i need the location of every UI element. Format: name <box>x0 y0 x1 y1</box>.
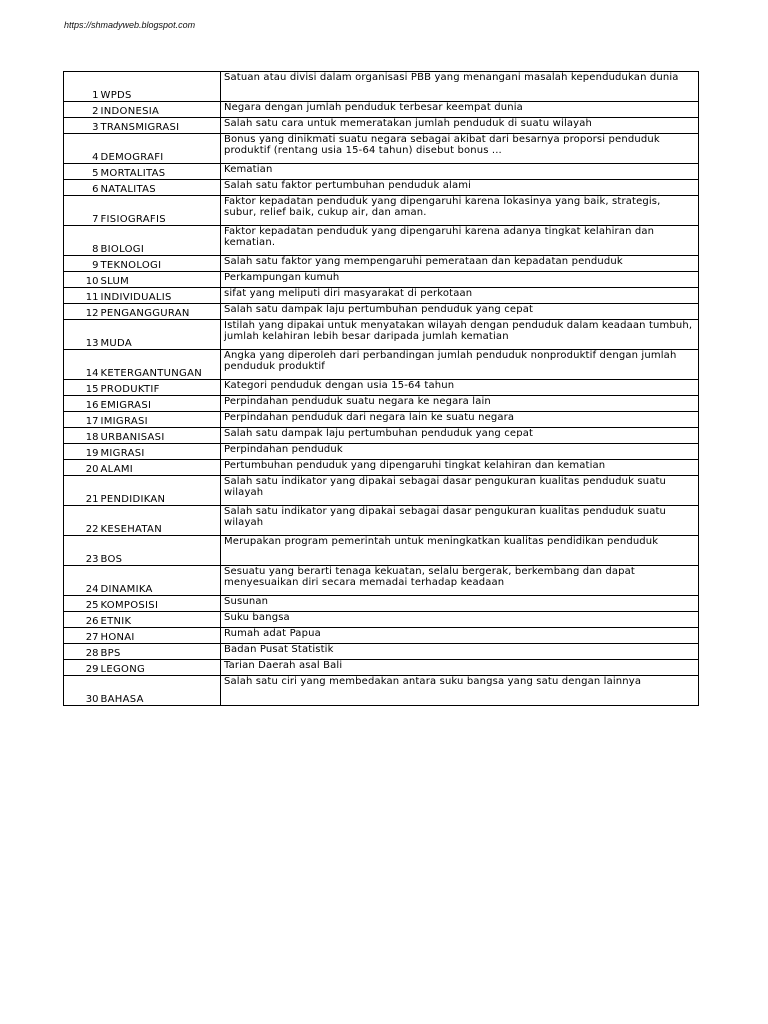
row-number: 28 <box>64 644 100 660</box>
row-number: 18 <box>64 428 100 444</box>
row-term: INDIVIDUALIS <box>100 288 221 304</box>
row-term: INDONESIA <box>100 102 221 118</box>
row-number: 3 <box>64 118 100 134</box>
row-description: Salah satu cara untuk memeratakan jumlah penduduk di suatu wilayah <box>221 118 699 134</box>
row-term: ALAMI <box>100 460 221 476</box>
row-number: 21 <box>64 476 100 506</box>
row-term: BIOLOGI <box>100 226 221 256</box>
row-number: 10 <box>64 272 100 288</box>
row-term: DINAMIKA <box>100 566 221 596</box>
row-number: 15 <box>64 380 100 396</box>
table-row <box>64 380 699 396</box>
table-row <box>64 506 699 536</box>
row-term: BAHASA <box>100 676 221 706</box>
row-number: 25 <box>64 596 100 612</box>
table-row <box>64 350 699 380</box>
table-row <box>64 612 699 628</box>
table-row <box>64 164 699 180</box>
row-term: LEGONG <box>100 660 221 676</box>
table-row <box>64 476 699 506</box>
table-row <box>64 304 699 320</box>
row-number: 26 <box>64 612 100 628</box>
row-description: Tarian Daerah asal Bali <box>221 660 699 676</box>
table-row <box>64 288 699 304</box>
row-description: Suku bangsa <box>221 612 699 628</box>
table-row <box>64 644 699 660</box>
row-term: MIGRASI <box>100 444 221 460</box>
row-term: MORTALITAS <box>100 164 221 180</box>
row-description: Salah satu dampak laju pertumbuhan penduduk yang cepat <box>221 428 699 444</box>
row-term: TEKNOLOGI <box>100 256 221 272</box>
table-row <box>64 72 699 102</box>
row-number: 13 <box>64 320 100 350</box>
row-term: WPDS <box>100 72 221 102</box>
row-description: Salah satu indikator yang dipakai sebagai dasar pengukuran kualitas penduduk suatu wilayah <box>221 476 699 506</box>
row-number: 29 <box>64 660 100 676</box>
row-description: Istilah yang dipakai untuk menyatakan wilayah dengan penduduk dalam keadaan tumbuh, jumlah kelahiran lebih besar daripada jumlah kematian <box>221 320 699 350</box>
row-number: 4 <box>64 134 100 164</box>
row-term: MUDA <box>100 320 221 350</box>
row-description: sifat yang meliputi diri masyarakat di perkotaan <box>221 288 699 304</box>
row-number: 24 <box>64 566 100 596</box>
table-row <box>64 460 699 476</box>
row-description: Rumah adat Papua <box>221 628 699 644</box>
table-row <box>64 566 699 596</box>
row-term: BPS <box>100 644 221 660</box>
row-description: Susunan <box>221 596 699 612</box>
row-term: KESEHATAN <box>100 506 221 536</box>
row-term: FISIOGRAFIS <box>100 196 221 226</box>
row-description: Salah satu faktor pertumbuhan penduduk alami <box>221 180 699 196</box>
row-description: Kategori penduduk dengan usia 15-64 tahun <box>221 380 699 396</box>
row-term: ETNIK <box>100 612 221 628</box>
table-row <box>64 396 699 412</box>
row-description: Angka yang diperoleh dari perbandingan jumlah penduduk nonproduktif dengan jumlah penduduk produktif <box>221 350 699 380</box>
table-row <box>64 536 699 566</box>
row-description: Salah satu faktor yang mempengaruhi pemerataan dan kepadatan penduduk <box>221 256 699 272</box>
row-number: 9 <box>64 256 100 272</box>
row-number: 23 <box>64 536 100 566</box>
table-row <box>64 320 699 350</box>
row-number: 14 <box>64 350 100 380</box>
row-term: IMIGRASI <box>100 412 221 428</box>
row-description: Salah satu ciri yang membedakan antara suku bangsa yang satu dengan lainnya <box>221 676 699 706</box>
row-description: Badan Pusat Statistik <box>221 644 699 660</box>
row-term: PENDIDIKAN <box>100 476 221 506</box>
row-term: PRODUKTIF <box>100 380 221 396</box>
row-number: 27 <box>64 628 100 644</box>
table-row <box>64 226 699 256</box>
table-row <box>64 628 699 644</box>
row-description: Salah satu indikator yang dipakai sebagai dasar pengukuran kualitas penduduk suatu wilayah <box>221 506 699 536</box>
table-row <box>64 118 699 134</box>
row-number: 8 <box>64 226 100 256</box>
glossary-table <box>63 71 699 706</box>
row-number: 20 <box>64 460 100 476</box>
row-description: Perpindahan penduduk suatu negara ke negara lain <box>221 396 699 412</box>
table-row <box>64 196 699 226</box>
row-number: 7 <box>64 196 100 226</box>
row-number: 11 <box>64 288 100 304</box>
row-description: Sesuatu yang berarti tenaga kekuatan, selalu bergerak, berkembang dan dapat menyesuaikan diri secara memadai terhadap keadaan <box>221 566 699 596</box>
row-description: Satuan atau divisi dalam organisasi PBB yang menangani masalah kependudukan dunia <box>221 72 699 102</box>
table-row <box>64 180 699 196</box>
row-description: Salah satu dampak laju pertumbuhan penduduk yang cepat <box>221 304 699 320</box>
table-row <box>64 134 699 164</box>
table-row <box>64 428 699 444</box>
row-description: Faktor kepadatan penduduk yang dipengaruhi karena adanya tingkat kelahiran dan kematian. <box>221 226 699 256</box>
row-term: TRANSMIGRASI <box>100 118 221 134</box>
row-term: KETERGANTUNGAN <box>100 350 221 380</box>
table-row <box>64 444 699 460</box>
row-term: NATALITAS <box>100 180 221 196</box>
row-number: 17 <box>64 412 100 428</box>
row-term: BOS <box>100 536 221 566</box>
row-description: Perkampungan kumuh <box>221 272 699 288</box>
row-number: 2 <box>64 102 100 118</box>
row-number: 6 <box>64 180 100 196</box>
row-number: 19 <box>64 444 100 460</box>
table-row <box>64 596 699 612</box>
table-row <box>64 412 699 428</box>
row-number: 5 <box>64 164 100 180</box>
row-term: HONAI <box>100 628 221 644</box>
table-row <box>64 256 699 272</box>
row-description: Faktor kepadatan penduduk yang dipengaruhi karena lokasinya yang baik, strategis, subur, relief baik, cukup air, dan aman. <box>221 196 699 226</box>
row-description: Perpindahan penduduk dari negara lain ke suatu negara <box>221 412 699 428</box>
row-description: Perpindahan penduduk <box>221 444 699 460</box>
row-description: Kematian <box>221 164 699 180</box>
header-url: https://shmadyweb.blogspot.com <box>64 20 196 30</box>
table-row <box>64 676 699 706</box>
row-number: 1 <box>64 72 100 102</box>
row-description: Pertumbuhan penduduk yang dipengaruhi tingkat kelahiran dan kematian <box>221 460 699 476</box>
table-row <box>64 102 699 118</box>
row-description: Bonus yang dinikmati suatu negara sebagai akibat dari besarnya proporsi penduduk produktif (rentang usia 15-64 tahun) disebut bonus ... <box>221 134 699 164</box>
table-row <box>64 272 699 288</box>
row-term: KOMPOSISI <box>100 596 221 612</box>
table-row <box>64 660 699 676</box>
row-description: Merupakan program pemerintah untuk meningkatkan kualitas pendidikan penduduk <box>221 536 699 566</box>
row-term: URBANISASI <box>100 428 221 444</box>
row-term: EMIGRASI <box>100 396 221 412</box>
row-description: Negara dengan jumlah penduduk terbesar keempat dunia <box>221 102 699 118</box>
row-term: PENGANGGURAN <box>100 304 221 320</box>
row-term: DEMOGRAFI <box>100 134 221 164</box>
row-number: 16 <box>64 396 100 412</box>
row-number: 12 <box>64 304 100 320</box>
row-number: 22 <box>64 506 100 536</box>
row-number: 30 <box>64 676 100 706</box>
row-term: SLUM <box>100 272 221 288</box>
